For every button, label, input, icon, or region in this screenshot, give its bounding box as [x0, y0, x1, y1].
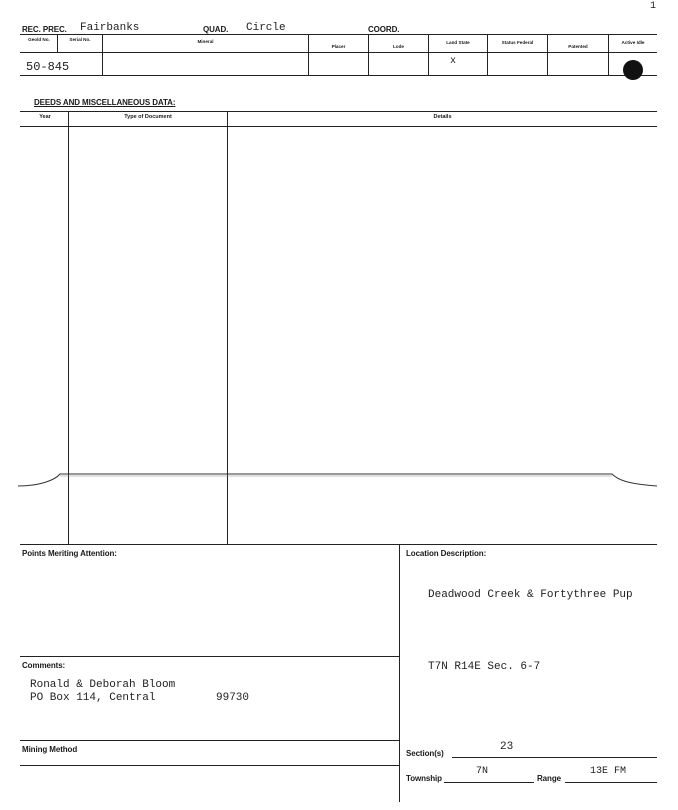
coord-label: COORD.: [368, 25, 400, 34]
section-label: Section(s): [406, 749, 444, 758]
deeds-col-year: Year: [39, 114, 51, 120]
comments-zip: 99730: [216, 692, 250, 704]
comments-label: Comments:: [22, 661, 66, 670]
col-header-geold: Geold No.: [28, 37, 50, 42]
col-header-placer: Placer: [331, 44, 346, 49]
range-label: Range: [537, 774, 561, 783]
col-header-mineral: Mineral: [197, 39, 214, 44]
lower-section-divider: [399, 544, 400, 802]
lower-section-rule: [20, 544, 657, 545]
quad-value: Circle: [246, 22, 286, 34]
section-underline: [452, 757, 657, 758]
range-underline: [565, 782, 657, 783]
mining-method-bottom-rule: [20, 765, 399, 766]
township-value: 7N: [476, 766, 489, 777]
quad-label: QUAD.: [203, 25, 229, 34]
mining-method-rule: [20, 740, 399, 741]
township-label: Township: [406, 774, 442, 783]
deeds-heading: DEEDS AND MISCELLANEOUS DATA:: [34, 98, 176, 107]
range-value: 13E FM: [590, 766, 627, 777]
page-number: 1: [650, 1, 657, 12]
township-underline: [444, 782, 534, 783]
col-header-patented: Patented: [568, 44, 588, 49]
deeds-col-type: Type of Document: [124, 114, 172, 120]
location-description-value: Deadwood Creek & Fortythree Pup: [428, 589, 633, 601]
deeds-col-details: Details: [433, 114, 452, 120]
comments-rule: [20, 656, 399, 657]
geold-number-value: 50-845: [26, 60, 70, 74]
col-header-active-idle: Active Idle: [621, 40, 645, 45]
rec-prec-label: REC. PREC.: [22, 25, 67, 34]
comments-name: Ronald & Deborah Bloom: [30, 679, 176, 691]
col-header-lode: Lode: [393, 44, 404, 49]
col-header-status-federal: Status Federal: [501, 40, 534, 45]
col-header-serial: Serial No.: [69, 37, 91, 42]
land-state-mark: x: [450, 56, 457, 67]
location-legal-description: T7N R14E Sec. 6-7: [428, 661, 541, 673]
section-value: 23: [500, 741, 514, 753]
mining-method-label: Mining Method: [22, 745, 78, 754]
points-meriting-label: Points Meriting Attention:: [22, 549, 117, 558]
rec-prec-value: Fairbanks: [80, 22, 140, 34]
location-description-label: Location Description:: [406, 549, 487, 558]
col-header-land-state: Land State: [446, 40, 470, 45]
comments-address: PO Box 114, Central: [30, 692, 156, 704]
